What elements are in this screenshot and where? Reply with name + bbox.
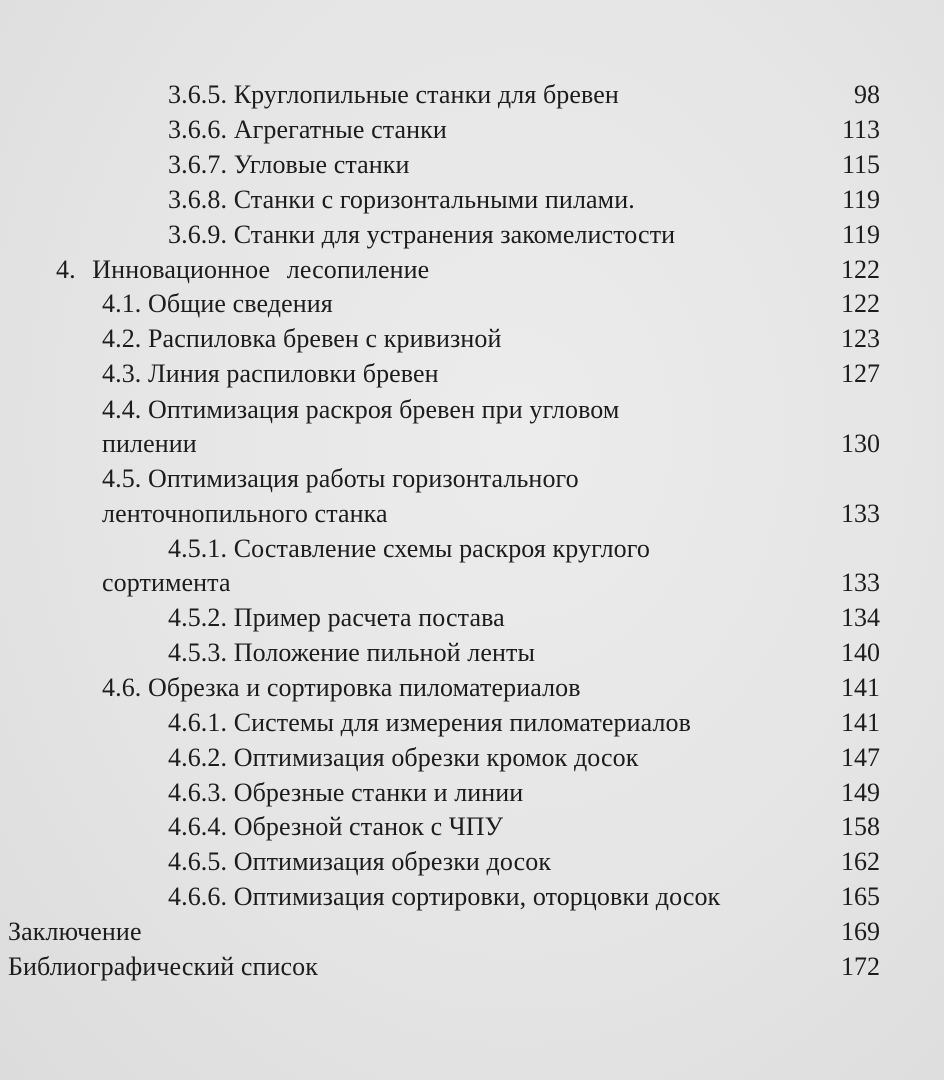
toc-page-number: 115 — [841, 150, 880, 179]
toc-entry-4-6-4: 4.6.4. Обрезной станок с ЧПУ — [168, 812, 504, 841]
toc-page-number: 147 — [841, 743, 880, 772]
toc-page-number: 119 — [841, 220, 880, 249]
toc-entry-bibliography: Библиографический список — [8, 952, 318, 981]
toc-page-number: 130 — [841, 429, 880, 458]
toc-entry-4-4-continued: пилении — [102, 429, 197, 458]
toc-page-number: 113 — [841, 115, 880, 144]
toc-entry-3-6-5: 3.6.5. Круглопильные станки для бревен — [168, 80, 619, 109]
toc-page-number: 158 — [841, 812, 880, 841]
toc-page-number: 122 — [841, 289, 880, 318]
toc-entry-4-5-continued: ленточнопильного станка — [102, 499, 388, 528]
toc-page-number: 141 — [841, 673, 880, 702]
toc-entry-4-5-3: 4.5.3. Положение пильной ленты — [168, 638, 536, 667]
toc-entry-4-6-3: 4.6.3. Обрезные станки и линии — [168, 778, 524, 807]
toc-page-number: 141 — [841, 708, 880, 737]
toc-page-number: 123 — [841, 324, 880, 353]
toc-entry-4-6-6: 4.6.6. Оптимизация сортировки, оторцовки досок — [168, 882, 721, 911]
toc-page-number: 134 — [841, 603, 880, 632]
toc-entry-4-6: 4.6. Обрезка и сортировка пиломатериалов — [102, 673, 581, 702]
toc-page-number: 98 — [854, 80, 880, 109]
toc-page-number: 169 — [841, 917, 880, 946]
toc-entry-4-1: 4.1. Общие сведения — [102, 289, 333, 318]
toc-entry-4-6-2: 4.6.2. Оптимизация обрезки кромок досок — [168, 743, 639, 772]
toc-page-number: 162 — [841, 847, 880, 876]
toc-page-number: 122 — [841, 255, 880, 284]
toc-entry-chapter-4: 4. Инновационное лесопиление — [56, 255, 430, 284]
toc-entry-4-5: 4.5. Оптимизация работы горизонтального — [102, 464, 579, 493]
toc-page-number: 149 — [841, 778, 880, 807]
toc-page-number: 172 — [841, 952, 880, 981]
toc-entry-4-6-5: 4.6.5. Оптимизация обрезки досок — [168, 847, 552, 876]
toc-entry-4-5-1: 4.5.1. Составление схемы раскроя круглого — [168, 534, 650, 563]
toc-page-number: 133 — [841, 499, 880, 528]
toc-entry-4-5-2: 4.5.2. Пример расчета постава — [168, 603, 505, 632]
toc-entry-4-6-1: 4.6.1. Системы для измерения пиломатериалов — [168, 708, 692, 737]
toc-page-number: 127 — [841, 359, 880, 388]
toc-entry-3-6-6: 3.6.6. Агрегатные станки — [168, 115, 447, 144]
toc-entry-4-4: 4.4. Оптимизация раскроя бревен при угловом — [102, 395, 620, 424]
toc-entry-3-6-8: 3.6.8. Станки с горизонтальными пилами. — [168, 185, 635, 214]
toc-entry-4-3: 4.3. Линия распиловки бревен — [102, 359, 439, 388]
toc-page-number: 133 — [841, 568, 880, 597]
toc-entry-3-6-7: 3.6.7. Угловые станки — [168, 150, 410, 179]
toc-entry-conclusion: Заключение — [8, 917, 142, 946]
toc-entry-4-5-1-continued: сортимента — [102, 568, 231, 597]
toc-page-number: 165 — [841, 882, 880, 911]
toc-entry-4-2: 4.2. Распиловка бревен с кривизной — [102, 324, 502, 353]
toc-entry-3-6-9: 3.6.9. Станки для устранения закомелистости — [168, 220, 676, 249]
toc-page-number: 119 — [841, 185, 880, 214]
toc-page-number: 140 — [841, 638, 880, 667]
